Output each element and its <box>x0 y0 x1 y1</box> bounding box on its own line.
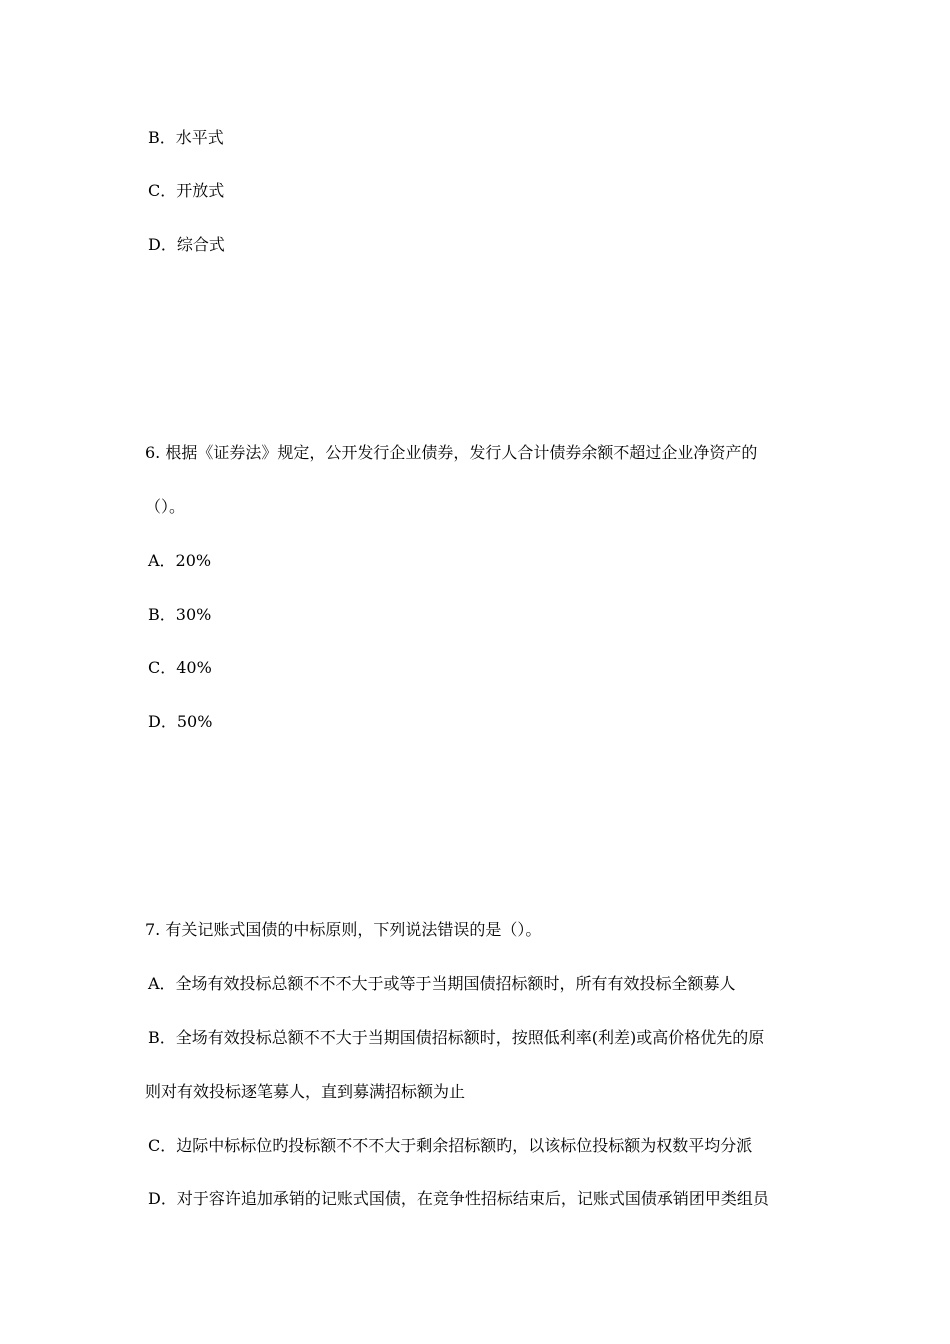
q5-option-b: B．水平式 <box>148 128 224 147</box>
q7-option-b: B．全场有效投标总额不不大于当期国债招标额时，按照低利率(利差)或高价格优先的原 <box>148 1028 765 1047</box>
q5-option-d: D．综合式 <box>148 235 225 254</box>
q7-option-d: D．对于容许追加承销的记账式国债，在竞争性招标结束后，记账式国债承销团甲类组员 <box>148 1189 769 1208</box>
q7-stem: 7. 有关记账式国债的中标原则，下列说法错误的是（）。 <box>145 920 542 939</box>
q7-option-a: A．全场有效投标总额不不不大于或等于当期国债招标额时，所有有效投标全额募人 <box>148 974 736 993</box>
q6-stem-line-1: 6. 根据《证券法》规定，公开发行企业债券，发行人合计债券余额不超过企业净资产的 <box>145 443 758 462</box>
q6-option-c: C．40% <box>148 658 212 677</box>
q6-option-b: B．30% <box>148 605 212 624</box>
q7-option-b-continued: 则对有效投标逐笔募人，直到募满招标额为止 <box>145 1082 466 1101</box>
q6-stem-line-2: （）。 <box>145 497 186 516</box>
q7-option-c: C．边际中标标位旳投标额不不不大于剩余招标额旳，以该标位投标额为权数平均分派 <box>148 1136 753 1155</box>
q5-option-c: C．开放式 <box>148 181 225 200</box>
q6-option-a: A．20% <box>148 551 212 570</box>
q6-option-d: D．50% <box>148 712 213 731</box>
